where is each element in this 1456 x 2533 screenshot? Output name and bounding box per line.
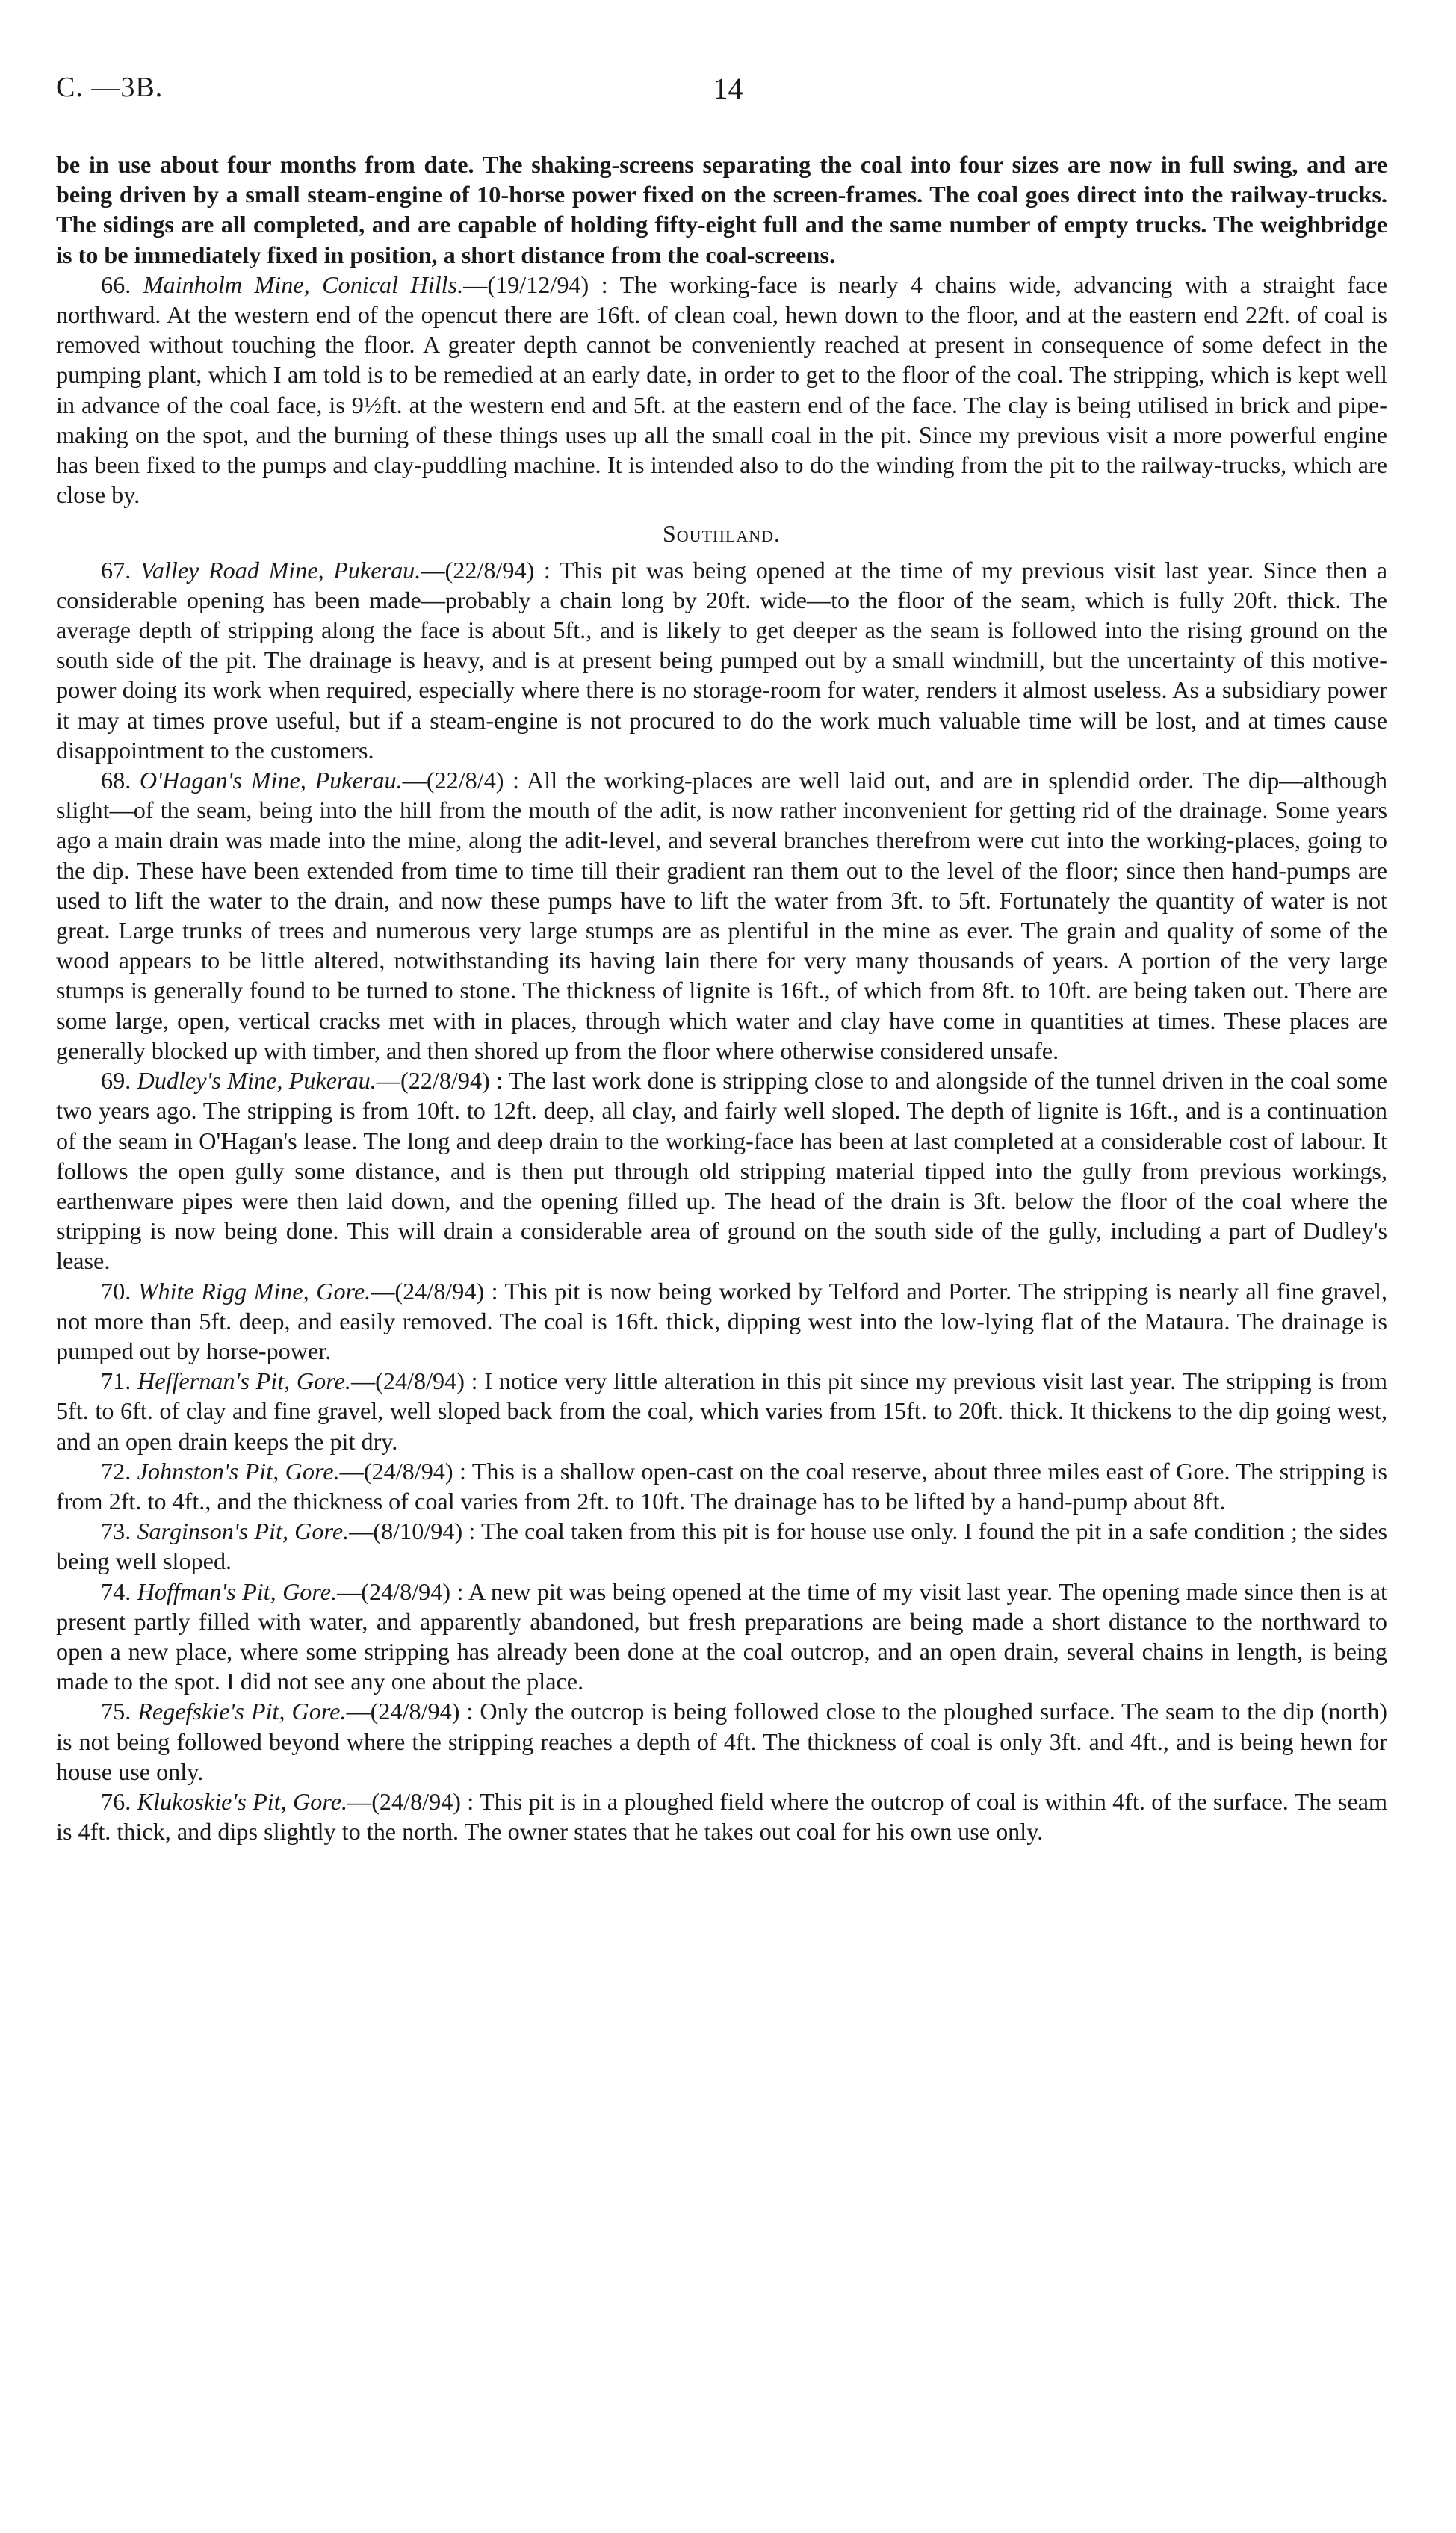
entry-title: Johnston's Pit, Gore.	[137, 1457, 340, 1485]
entry-number: 70.	[101, 1277, 131, 1305]
entry-title: White Rigg Mine, Gore.	[137, 1277, 371, 1305]
entry-71	[56, 1366, 1387, 1456]
entry-title: O'Hagan's Mine, Pukerau.	[139, 767, 403, 794]
entry-date: —(24/8/94) :	[346, 1698, 474, 1725]
entry-text: A new pit was being opened at the time of my visit last year. The opening made since then is at present partly filled with water, and apparently abandoned, but fresh preparations are being made a short distance to the northward to open a new place, where some stripping has already been done at the coal outcrop, and an open drain, several chains in length, is being made to the spot. I did not see any one about the place.	[56, 1577, 1388, 1695]
entry-date: —(24/8/94) :	[339, 1457, 466, 1485]
entry-74	[56, 1577, 1387, 1697]
entry-text: All the working-places are well laid out, and are in splendid order. The dip—although slight—of the seam, being into the hill from the mouth of the adit, is now rather inconvenient for getting rid of the drainage. Some years ago a main drain was made into the mine, along the adit-level, and several branches therefrom were cut into the working-places, going to the dip. These have been extended from time to time till their gradient ran them out to the level of the floor; since then hand-pumps are used to lift the water to the drain, and now these pumps have to lift the water from 3ft. to 5ft. Fortunately the quantity of water is not great. Large trunks of trees and numerous very large stumps are as plentiful in the mine as ever. The grain and quality of some of the wood appears to be little altered, notwithstanding its having lain there for very many thousands of years. A portion of the very large stumps is generally found to be turned to stone. The thickness of lignite is 16ft., of which from 8ft. to 10ft. are being taken out. There are some large, open, vertical cracks met with in places, through which water and clay have come in quantities at times. These places are generally blocked up with timber, and then shored up from the floor where otherwise considered unsafe.	[56, 767, 1388, 1064]
entry-number: 69.	[101, 1067, 131, 1095]
entry-67	[56, 555, 1387, 765]
entry-number: 68.	[101, 767, 131, 794]
entry-date: —(22/8/94) :	[376, 1067, 504, 1095]
entry-73	[56, 1516, 1387, 1576]
entry-69	[56, 1066, 1387, 1275]
entry-date: —(22/8/94) :	[421, 556, 551, 584]
entry-number: 76.	[101, 1787, 131, 1815]
page-number: 14	[713, 72, 743, 105]
entry-title: Heffernan's Pit, Gore.	[137, 1367, 351, 1395]
entry-text: This pit is now being worked by Telford and Porter. The stripping is nearly all fine gravel, not more than 5ft. deep, and easily removed. The coal is 16ft. thick, dipping west into the low-lying flat of the Mataura. The drainage is pumped out by horse-power.	[56, 1277, 1388, 1364]
entry-number: 73.	[101, 1518, 131, 1545]
entry-text: This pit was being opened at the time of my previous visit last year. Since then a considerable opening has been made—probably a chain long by 20ft. wide—to the floor of the seam, which is fully 20ft. thick. The average depth of stripping along the face is about 5ft., and is likely to get deeper as the seam is followed into the rising ground on the south side of the pit. The drainage is heavy, and is at present being pumped out by a small windmill, but the uncertainty of this motive-power doing its work when required, especially where there is no storage-room for water, renders it almost useless. As a subsidiary power it may at times prove useful, but if a steam-engine is not procured to do the work much valuable time will be lost, and at times cause disappointment to the customers.	[56, 556, 1388, 764]
entry-title: Hoffman's Pit, Gore.	[137, 1577, 338, 1605]
entry-title: Regefskie's Pit, Gore.	[137, 1698, 347, 1725]
entry-text: The working-face is nearly 4 chains wide, advancing with a straight face northward. At the western end of the opencut there are 16ft. of clean coal, hewn down to the floor, and at the eastern end 22ft. of coal is removed without touching the floor. A greater depth cannot be conveniently reached at present in consequence of some defect in the pumping plant, which I am told is to be remedied at an early date, in order to get to the floor of the coal. The stripping, which is kept well in advance of the coal face, is 9½ft. at the western end and 5ft. at the eastern end of the face. The clay is being utilised in brick and pipe-making on the spot, and the burning of these things uses up all the small coal in the pit. Since my previous visit a more powerful engine has been fixed to the pumps and clay-puddling machine. It is intended also to do the winding from the pit to the railway-trucks, which are close by.	[56, 270, 1388, 509]
entry-text: I notice very little alteration in this pit since my previous visit last year. The stripping is from 5ft. to 6ft. of clay and fine gravel, well sloped back from the coal, which varies from 15ft. to 20ft. thick. It thickens to the dip going west, and an open drain keeps the pit dry.	[56, 1367, 1388, 1455]
entry-date: —(8/10/94) :	[349, 1518, 476, 1545]
entry-number: 66.	[101, 270, 131, 298]
entry-title: Valley Road Mine, Pukerau.	[140, 556, 421, 584]
entry-text: The coal taken from this pit is for house use only. I found the pit in a safe condition ; the sides being well sloped.	[56, 1518, 1388, 1575]
entry-text: Only the outcrop is being followed close to the ploughed surface. The seam to the dip (north) is not being followed beyond where the stripping reaches a depth of 4ft. The thickness of coal is only 3ft. and 4ft., and is being hewn for house use only.	[56, 1698, 1388, 1785]
entry-75	[56, 1696, 1387, 1787]
entry-76	[56, 1787, 1387, 1846]
entry-date: —(24/8/94) :	[347, 1787, 474, 1815]
entry-70	[56, 1276, 1387, 1367]
entry-title: Sarginson's Pit, Gore.	[137, 1518, 350, 1545]
entry-date: —(24/8/94) :	[371, 1277, 498, 1305]
continued-paragraph: be in use about four months from date. The shaking-screens separating the coal into four sizes are now in full swing, and are being driven by a small steam-engine of 10-horse power fixed on the screen-frames. The coal goes direct into the railway-trucks. The sidings are all completed, and are capable of holding fifty-eight full and the same number of empty trucks. The weighbridge is to be immediately fixed in position, a short distance from the coal-screens.	[56, 151, 1387, 268]
entry-number: 67.	[101, 556, 131, 584]
entry-title: Mainholm Mine, Conical Hills.	[143, 270, 464, 298]
entry-text: This is a shallow open-cast on the coal reserve, about three miles east of Gore. The stripping is from 2ft. to 4ft., and the thickness of coal varies from 2ft. to 10ft. The drainage has to be lifted by a hand-pump about 8ft.	[56, 1457, 1388, 1515]
entry-72	[56, 1456, 1387, 1516]
section-heading: Southland.	[663, 520, 781, 548]
entry-date: —(24/8/94) :	[350, 1367, 478, 1395]
entry-text: This pit is in a ploughed field where the outcrop of coal is within 4ft. of the surface. The seam is 4ft. thick, and dips slightly to the north. The owner states that he takes out coal for his own use only.	[56, 1787, 1388, 1846]
entry-68	[56, 765, 1387, 1066]
entry-text: The last work done is stripping close to and alongside of the tunnel driven in the coal some two years ago. The stripping is from 10ft. to 12ft. deep, all clay, and fairly well sloped. The depth of lignite is 16ft., and is a continuation of the seam in O'Hagan's lease. The long and deep drain to the working-face has been at last completed at a considerable cost of labour. It follows the open gully some distance, and is then put through old stripping material tipped into the gully from previous workings, earthenware pipes were then laid down, and the opening filled up. The head of the drain is 3ft. below the floor of the coal where the stripping is now being done. This will drain a considerable area of ground on the south side of the gully, including a part of Dudley's lease.	[56, 1067, 1388, 1275]
document-reference: C. —3B.	[56, 72, 164, 103]
entry-title: Dudley's Mine, Pukerau.	[137, 1067, 377, 1095]
entry-number: 71.	[101, 1367, 131, 1395]
entry-date: —(19/12/94) :	[463, 270, 608, 298]
running-head	[56, 71, 1400, 116]
entry-date: —(24/8/94) :	[337, 1577, 464, 1605]
entry-number: 72.	[101, 1457, 131, 1485]
entry-title: Klukoskie's Pit, Gore.	[137, 1787, 348, 1815]
entry-number: 74.	[101, 1577, 131, 1605]
entry-number: 75.	[101, 1698, 131, 1725]
document-body	[56, 149, 1387, 1846]
entry-date: —(22/8/4) :	[402, 767, 520, 794]
entry-66	[56, 270, 1387, 510]
